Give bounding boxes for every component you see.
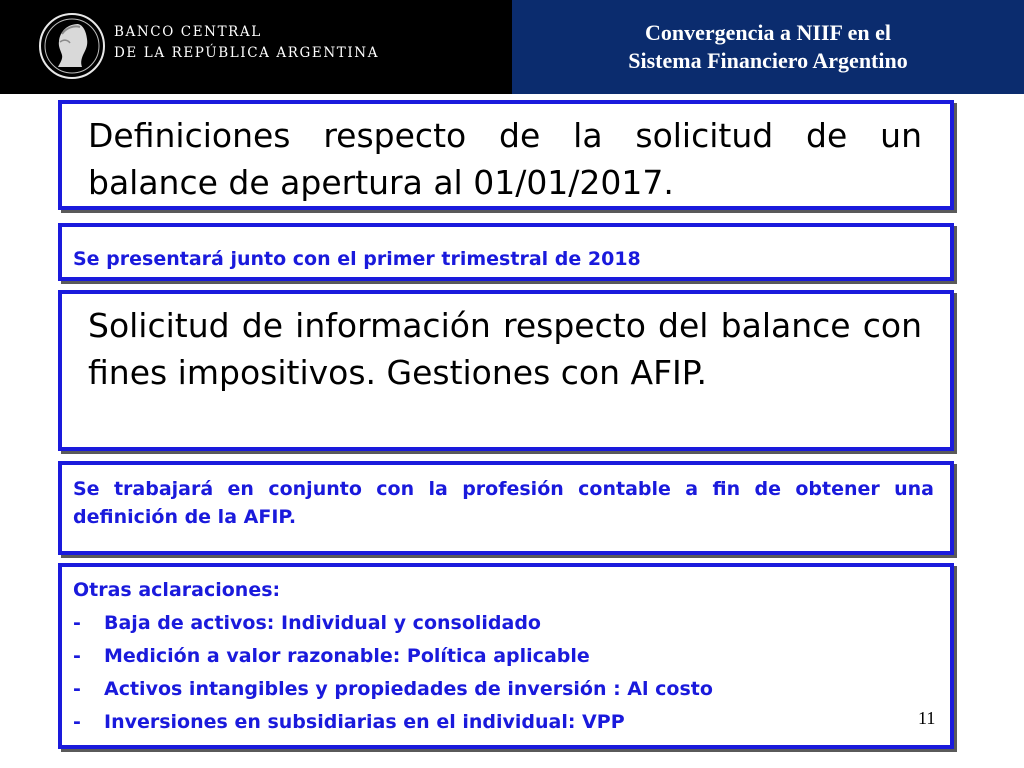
list-item: - Inversiones en subsidiarias en el individual: VPP <box>73 706 950 739</box>
otras-list <box>73 607 950 739</box>
list-item: - Baja de activos: Individual y consolidado <box>73 607 950 640</box>
header-logo-area <box>0 0 512 94</box>
impositivo-title-box <box>58 290 954 451</box>
bank-name <box>114 22 379 64</box>
list-item: - Activos intangibles y propiedades de inversión : Al costo <box>73 673 950 706</box>
header-title <box>512 0 1024 94</box>
impositivo-answer-box <box>58 461 954 555</box>
seal-icon <box>38 12 106 80</box>
dash-icon: - <box>73 678 81 700</box>
otras-heading: Otras aclaraciones: <box>73 579 281 601</box>
dash-icon: - <box>73 612 81 634</box>
definiciones-title: Definiciones respecto de la solicitud de un balance de apertura al 01/01/2017. <box>88 116 922 202</box>
list-item: - Medición a valor razonable: Política aplicable <box>73 640 950 673</box>
bank-name-line2: DE LA REPÚBLICA ARGENTINA <box>114 45 380 61</box>
dash-icon: - <box>73 645 81 667</box>
bank-name-line1: BANCO CENTRAL <box>114 24 262 40</box>
page-number: 11 <box>918 708 936 728</box>
header-title-line2: Sistema Financiero Argentino <box>628 48 908 73</box>
dash-icon: - <box>73 711 81 733</box>
impositivo-answer: Se trabajará en conjunto con la profesión contable a fin de obtener una definición de la AFIP. <box>73 478 934 528</box>
definiciones-answer: Se presentará junto con el primer trimestral de 2018 <box>73 248 641 270</box>
definiciones-title-box <box>58 100 954 210</box>
header-title-line1: Convergencia a NIIF en el <box>644 20 892 45</box>
otras-aclaraciones-box <box>58 563 954 749</box>
definiciones-answer-box <box>58 223 954 281</box>
impositivo-title: Solicitud de información respecto del balance con fines impositivos. Gestiones con AFIP. <box>88 306 922 392</box>
